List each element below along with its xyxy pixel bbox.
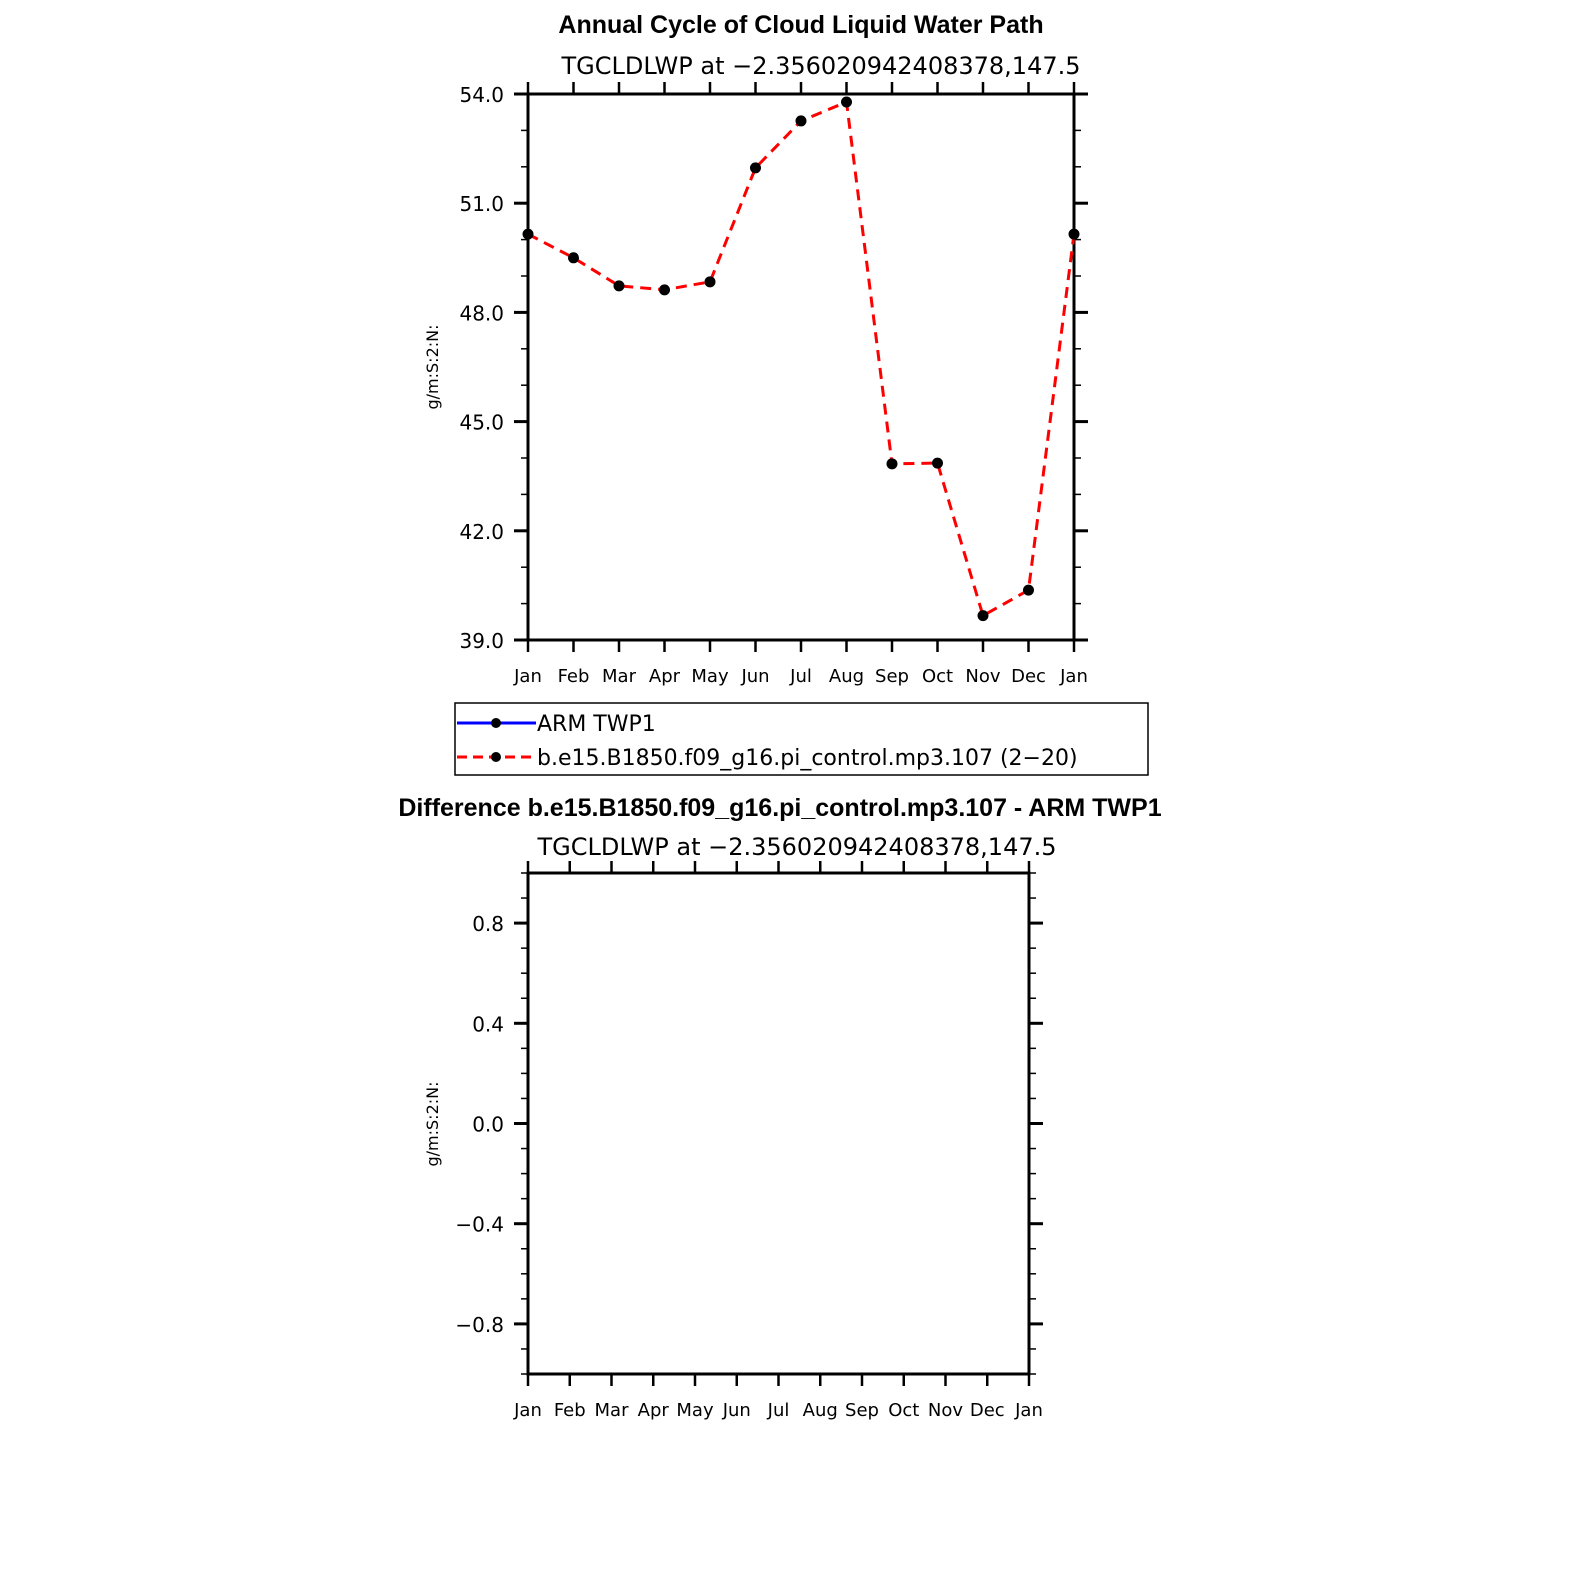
legend-entry-obs: ARM TWP1: [537, 712, 656, 737]
c2-x-tick-label: May: [676, 1400, 714, 1421]
c2-x-tick-label: Jan: [1015, 1400, 1043, 1421]
c1-data-point: [568, 252, 579, 263]
c1-data-point: [614, 280, 625, 291]
c1-data-point: [705, 276, 716, 287]
c1-data-point: [523, 229, 534, 240]
chart1-y-tick-labels: [459, 83, 504, 653]
c2-x-tick-label: Nov: [927, 1400, 964, 1421]
c1-y-tick-label: 39.0: [459, 629, 504, 653]
c1-x-tick-label: Jun: [741, 666, 770, 687]
c1-x-tick-label: Oct: [921, 666, 954, 687]
chart2-subtitle: TGCLDLWP at −2.356020942408378,147.5: [537, 833, 1057, 861]
c1-data-point: [841, 97, 852, 108]
c2-y-tick-label: −0.8: [455, 1312, 504, 1337]
chart1-ylabel: g/m:S:2:N:: [423, 324, 442, 410]
c1-y-tick-label: 54.0: [459, 83, 504, 107]
c2-x-tick-label: Apr: [637, 1400, 669, 1421]
legend-model-marker: [491, 752, 501, 762]
c1-plot-frame: [528, 94, 1074, 640]
c1-x-tick-label: Mar: [602, 666, 636, 687]
c2-x-tick-label: Dec: [969, 1400, 1005, 1421]
c2-x-tick-label: Oct: [888, 1400, 920, 1421]
c2-x-tick-label: Aug: [802, 1400, 838, 1421]
c1-y-tick-label: 48.0: [459, 301, 504, 326]
chart1-title: Annual Cycle of Cloud Liquid Water Path: [558, 11, 1044, 39]
c1-x-tick-label: Nov: [965, 666, 1001, 687]
chart-annual-cycle: [423, 11, 1088, 687]
c1-x-tick-label: Feb: [557, 666, 590, 687]
c1-x-tick-label: Dec: [1011, 666, 1046, 687]
c1-data-point: [978, 610, 989, 621]
c1-series-line-1: [528, 102, 1074, 616]
c2-y-tick-label: −0.4: [455, 1212, 504, 1237]
c1-x-tick-label: Sep: [875, 666, 909, 687]
c1-y-tick-label: 51.0: [459, 192, 504, 217]
chart2-x-tick-labels: [513, 1400, 1043, 1421]
c1-data-point: [887, 458, 898, 469]
chart-difference: [398, 794, 1161, 1421]
c1-data-point: [796, 115, 807, 126]
c1-x-tick-label: May: [691, 666, 729, 687]
c2-x-tick-label: Jun: [722, 1400, 751, 1421]
c2-x-tick-label: Feb: [553, 1400, 586, 1421]
chart1-series: [523, 97, 1080, 622]
c1-x-tick-label: Aug: [828, 666, 865, 687]
c2-x-tick-label: Jul: [767, 1400, 790, 1421]
chart2-y-tick-labels: [455, 912, 504, 1337]
c1-y-tick-label: 45.0: [459, 410, 504, 435]
c1-data-point: [1023, 585, 1034, 596]
c2-y-tick-label: 0.8: [472, 912, 504, 937]
chart2-ylabel: g/m:S:2:N:: [423, 1081, 442, 1167]
c1-x-tick-label: Jul: [790, 666, 812, 687]
chart1-subtitle: TGCLDLWP at −2.356020942408378,147.5: [561, 52, 1081, 80]
c2-x-tick-label: Sep: [845, 1400, 879, 1421]
c2-y-tick-label: 0.0: [472, 1112, 504, 1137]
c1-y-tick-label: 42.0: [459, 519, 504, 544]
c1-data-point: [659, 284, 670, 295]
c2-x-tick-label: Jan: [514, 1400, 542, 1421]
legend: [455, 703, 1148, 775]
legend-entry-model: b.e15.B1850.f09_g16.pi_control.mp3.107 (2−20): [537, 746, 1078, 771]
chart2-title: Difference b.e15.B1850.f09_g16.pi_control.mp3.107 - ARM TWP1: [398, 794, 1162, 822]
c2-x-tick-label: Mar: [594, 1400, 629, 1421]
c1-data-point: [750, 162, 761, 173]
legend-obs-marker: [491, 718, 501, 728]
c1-data-point: [1069, 229, 1080, 240]
c1-data-point: [932, 458, 943, 469]
chart1-x-tick-labels: [513, 666, 1088, 687]
chart1-axes: [514, 82, 1088, 652]
c1-x-tick-label: Apr: [648, 666, 681, 687]
c2-y-tick-label: 0.4: [472, 1012, 504, 1037]
c2-plot-frame: [528, 873, 1029, 1374]
c1-x-tick-label: Jan: [1060, 666, 1088, 687]
c1-x-tick-label: Jan: [514, 666, 542, 687]
chart2-axes: [514, 861, 1043, 1386]
